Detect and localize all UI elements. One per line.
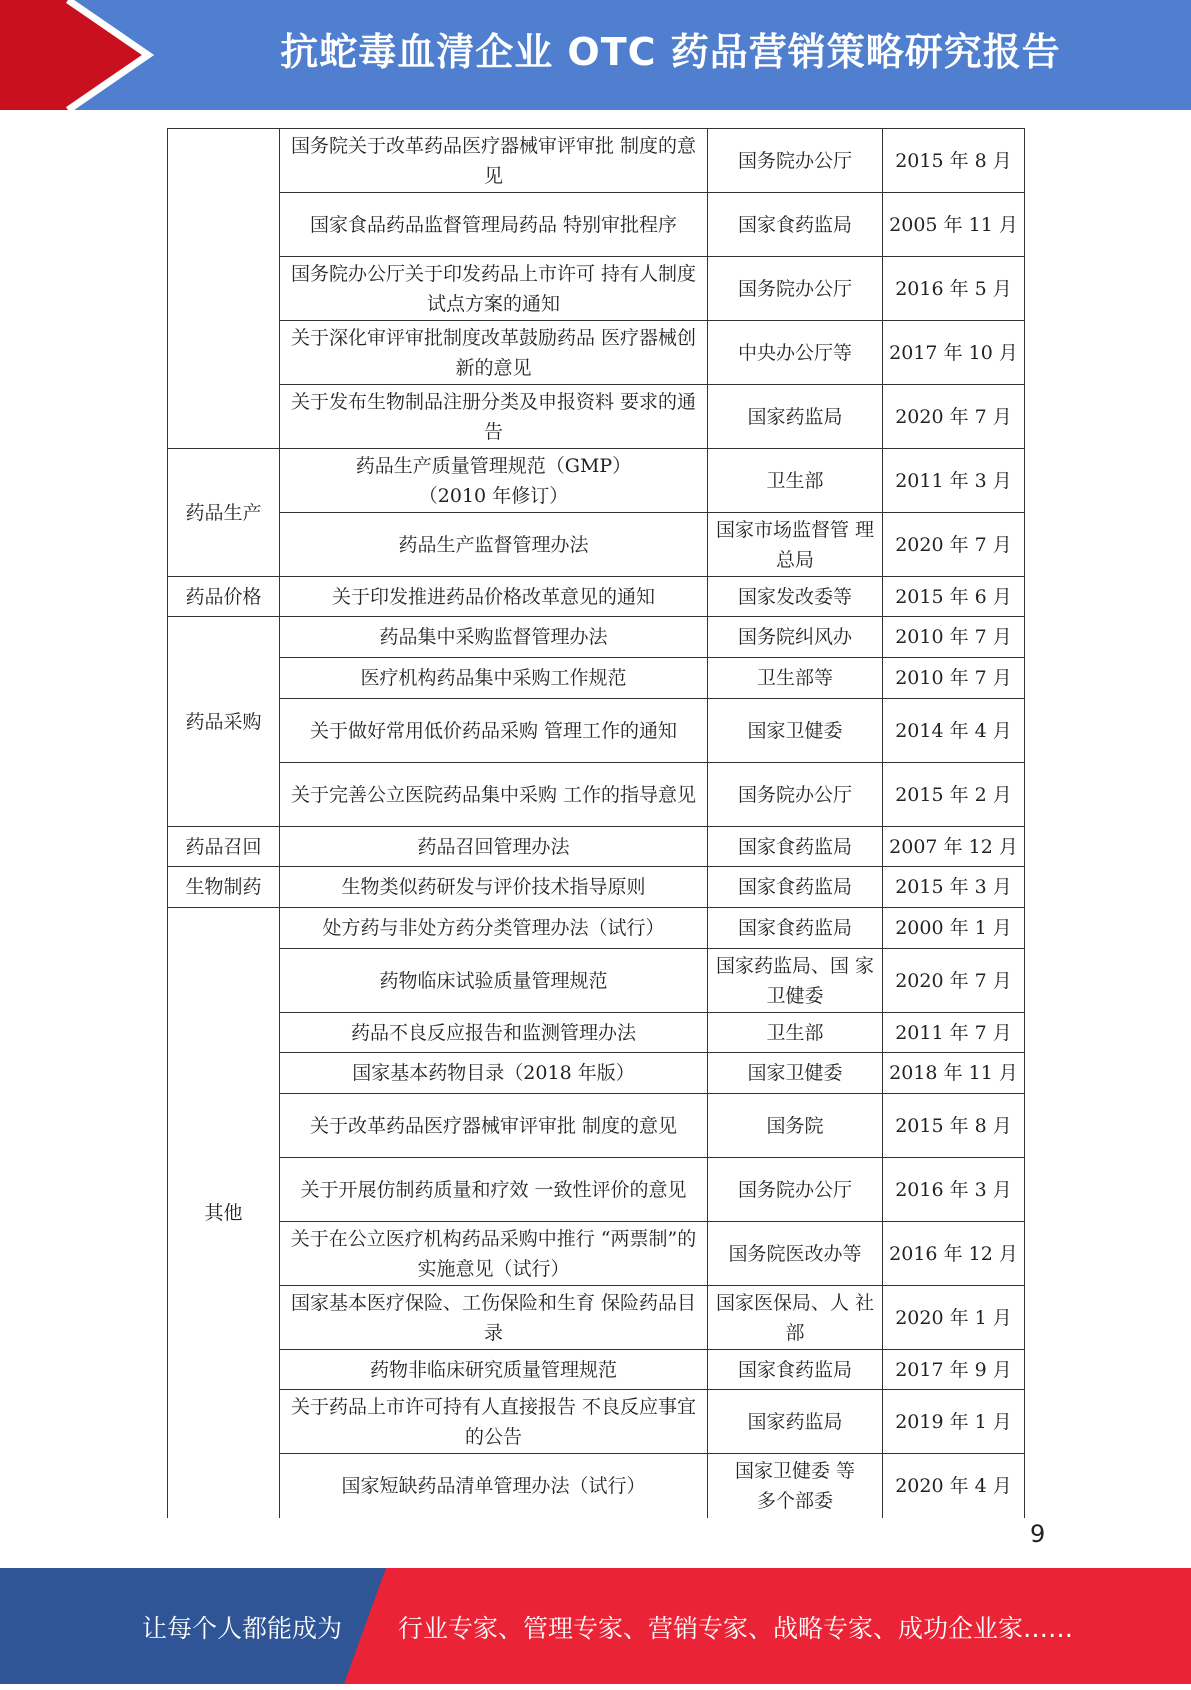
policy-table [167,128,1025,1518]
issue-date: 2011 年 3 月 [883,449,1025,513]
issue-date: 2007 年 12 月 [883,827,1025,867]
issuer: 国家药监局 [708,1390,883,1454]
issuer: 国务院 [708,1094,883,1158]
table-row [168,699,1025,763]
table-row [168,908,1025,949]
issue-date: 2000 年 1 月 [883,908,1025,949]
policy-name: 医疗机构药品集中采购工作规范 [280,658,708,699]
table-row [168,1053,1025,1094]
issue-date: 2010 年 7 月 [883,617,1025,658]
issue-date: 2020 年 1 月 [883,1286,1025,1350]
issuer: 卫生部 [708,1013,883,1053]
policy-name: 国务院办公厅关于印发药品上市许可 持有人制度试点方案的通知 [280,257,708,321]
category-cell: 药品采购 [168,617,280,827]
issue-date: 2015 年 6 月 [883,577,1025,617]
table-row [168,1094,1025,1158]
page-number: 9 [1030,1520,1046,1548]
policy-name: 国家食品药品监督管理局药品 特别审批程序 [280,193,708,257]
issuer: 国家食药监局 [708,908,883,949]
issuer: 国家药监局、国 家卫健委 [708,949,883,1013]
table-row [168,1350,1025,1390]
issue-date: 2018 年 11 月 [883,1053,1025,1094]
issuer: 国家药监局 [708,385,883,449]
policy-name: 处方药与非处方药分类管理办法（试行） [280,908,708,949]
policy-name: 药物临床试验质量管理规范 [280,949,708,1013]
issuer: 国家市场监督管 理总局 [708,513,883,577]
table-row [168,577,1025,617]
policy-name: 关于改革药品医疗器械审评审批 制度的意见 [280,1094,708,1158]
category-cell: 生物制药 [168,867,280,908]
issue-date: 2020 年 7 月 [883,385,1025,449]
category-cell [168,129,280,449]
issuer: 国家食药监局 [708,867,883,908]
policy-name: 关于在公立医疗机构药品采购中推行 “两票制”的实施意见（试行） [280,1222,708,1286]
issuer: 中央办公厅等 [708,321,883,385]
policy-name: 药品集中采购监督管理办法 [280,617,708,658]
issue-date: 2017 年 9 月 [883,1350,1025,1390]
issue-date: 2016 年 3 月 [883,1158,1025,1222]
issue-date: 2016 年 5 月 [883,257,1025,321]
policy-name: 国家基本药物目录（2018 年版） [280,1053,708,1094]
table-row [168,193,1025,257]
issuer: 国家食药监局 [708,827,883,867]
policy-name: 关于完善公立医院药品集中采购 工作的指导意见 [280,763,708,827]
page-footer [0,1568,1191,1684]
table-row [168,1158,1025,1222]
policy-name: 生物类似药研发与评价技术指导原则 [280,867,708,908]
issuer: 国家医保局、人 社部 [708,1286,883,1350]
table-row [168,827,1025,867]
table-row [168,658,1025,699]
table-row [168,1013,1025,1053]
table-row [168,321,1025,385]
issue-date: 2005 年 11 月 [883,193,1025,257]
issuer: 国家食药监局 [708,1350,883,1390]
policy-name: 关于深化审评审批制度改革鼓励药品 医疗器械创新的意见 [280,321,708,385]
policy-name: 药品生产质量管理规范（GMP） （2010 年修订） [280,449,708,513]
issuer: 国家卫健委 等 多个部委 [708,1454,883,1518]
policy-name: 药品不良反应报告和监测管理办法 [280,1013,708,1053]
policy-name: 国家基本医疗保险、工伤保险和生育 保险药品目录 [280,1286,708,1350]
issue-date: 2014 年 4 月 [883,699,1025,763]
issue-date: 2020 年 7 月 [883,949,1025,1013]
issuer: 国务院办公厅 [708,1158,883,1222]
page-header [0,0,1191,110]
issue-date: 2015 年 8 月 [883,1094,1025,1158]
table-row [168,1454,1025,1518]
table-row [168,949,1025,1013]
policy-name: 药品生产监督管理办法 [280,513,708,577]
policy-name: 国家短缺药品清单管理办法（试行） [280,1454,708,1518]
table-row [168,867,1025,908]
table-row [168,385,1025,449]
issuer: 国家卫健委 [708,699,883,763]
footer-slogan-left: 让每个人都能成为 [142,1614,343,1643]
category-cell: 药品生产 [168,449,280,577]
issue-date: 2011 年 7 月 [883,1013,1025,1053]
table-row [168,257,1025,321]
issuer: 国家发改委等 [708,577,883,617]
issuer: 国务院办公厅 [708,763,883,827]
issue-date: 2015 年 2 月 [883,763,1025,827]
issuer: 国家卫健委 [708,1053,883,1094]
issue-date: 2019 年 1 月 [883,1390,1025,1454]
policy-name: 关于印发推进药品价格改革意见的通知 [280,577,708,617]
policy-name: 关于做好常用低价药品采购 管理工作的通知 [280,699,708,763]
table-row [168,763,1025,827]
issuer: 卫生部等 [708,658,883,699]
table-row [168,513,1025,577]
issue-date: 2020 年 4 月 [883,1454,1025,1518]
report-title: 抗蛇毒血清企业 OTC 药品营销策略研究报告 [280,30,1061,74]
footer-slogan-right: 行业专家、管理专家、营销专家、战略专家、成功企业家…… [398,1614,1074,1643]
issuer: 国家食药监局 [708,193,883,257]
policy-name: 关于药品上市许可持有人直接报告 不良反应事宜的公告 [280,1390,708,1454]
issuer: 国务院办公厅 [708,129,883,193]
issue-date: 2020 年 7 月 [883,513,1025,577]
issuer: 国务院办公厅 [708,257,883,321]
table-row [168,1286,1025,1350]
policy-name: 国务院关于改革药品医疗器械审评审批 制度的意见 [280,129,708,193]
issue-date: 2010 年 7 月 [883,658,1025,699]
issuer: 国务院医改办等 [708,1222,883,1286]
issue-date: 2015 年 8 月 [883,129,1025,193]
policy-name: 关于发布生物制品注册分类及申报资料 要求的通告 [280,385,708,449]
issuer: 国务院纠风办 [708,617,883,658]
issue-date: 2015 年 3 月 [883,867,1025,908]
category-cell: 药品召回 [168,827,280,867]
table-row [168,1222,1025,1286]
policy-name: 药物非临床研究质量管理规范 [280,1350,708,1390]
issue-date: 2016 年 12 月 [883,1222,1025,1286]
table-row [168,129,1025,193]
issuer: 卫生部 [708,449,883,513]
policy-name: 药品召回管理办法 [280,827,708,867]
category-cell: 药品价格 [168,577,280,617]
table-row [168,1390,1025,1454]
table-row [168,617,1025,658]
policy-name: 关于开展仿制药质量和疗效 一致性评价的意见 [280,1158,708,1222]
category-cell: 其他 [168,908,280,1518]
issue-date: 2017 年 10 月 [883,321,1025,385]
table-row [168,449,1025,513]
